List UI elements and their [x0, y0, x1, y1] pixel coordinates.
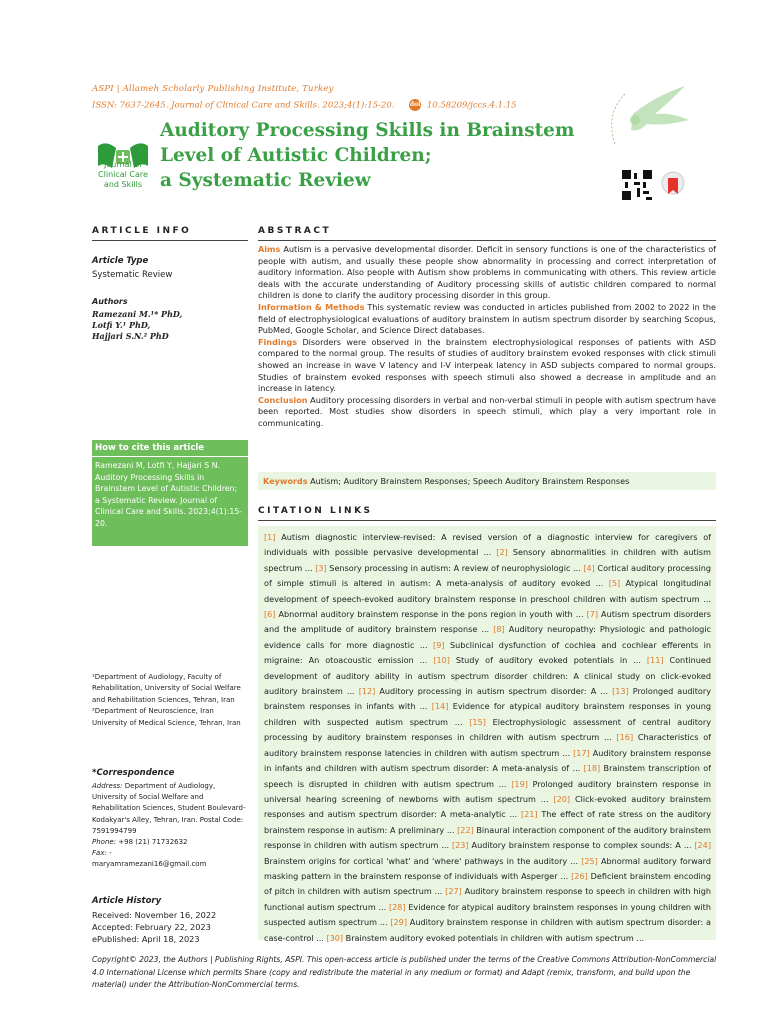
citation-text: Continued development of auditory ability in autism spectrum disorder children: A clinical study on click-evoked auditory brainstem ... [264, 655, 711, 697]
abstract-body: Aims Autism is a pervasive developmental disorder. Deficit in sensory functions is one of the characteristics of people with autism, and usually these people show abnormality in processing and correct interpretation of auditory information. Also people with Autism show problems in communicating with others. This review article deals with the accurate understanding of Auditory processing skills of autistic children compared to normal children is done to clarify the auditory processing disorder in this group. Information & Methods This systematic review was conducted in articles published from 2002 to 2022 in the field of electrophysiological evaluations of auditory brainstem in autism spectrum disorder by searching Scopus, PubMed, Google Scholar, and Science Direct databases. Findings Disorders were observed in the brainstem electrophysiological responses of patients with ASD compared to the normal group. The results of studies of auditory brainstem evoked responses with click stimuli showed an increase in wave V latency and I-V interpeak latency in ASD subjects compared to normal groups. Studies of brainstem evoked responses with speech stimuli also showed a decrease in amplitude and an increase in latency. Conclusion Auditory processing disorders in verbal and non-verbal stimuli in people with autism spectrum have been reported. Most studies show disorders in speech stimuli, which play a very important role in communicating. [258, 244, 716, 428]
doi-icon: doi [409, 99, 421, 111]
keywords-box [258, 472, 716, 490]
citation-number[interactable]: [19] [511, 778, 528, 789]
published-date: ePublished: April 18, 2023 [92, 934, 200, 944]
citation-text: Auditory neuropathy: Physiologic and pathologic evidence calls for more diagnostic ... [264, 624, 711, 650]
citation-item[interactable] [264, 609, 587, 619]
citation-links-heading: CITATION LINKS [258, 506, 373, 516]
abstract-conclusion: Auditory processing disorders in verbal and non-verbal stimuli in people with autism spectrum have been reported. Most studies show disorders in speech stimuli, which play a very important role in communicating. [258, 394, 716, 428]
citation-text: Click-evoked auditory brainstem responses and autism spectrum disorder: A meta-analytic ... [264, 793, 711, 820]
abstract-methods: This systematic review was conducted in articles published from 2002 to 2022 in the field of electrophysiological evaluations of auditory brainstem in autism spectrum disorder by searching Scopus, PubMed, Google Scholar, and Science Direct databases. [258, 301, 716, 336]
phone: +98 (21) 71732632 [118, 838, 188, 847]
citation-text: Study of auditory evoked potentials in ... [449, 655, 647, 666]
citation-text: Abnormal auditory forward masking pattern in the brainstem response of individuals with Asperger ... [264, 855, 711, 881]
citation-text: Binaural interaction component of the auditory brainstem response in children with autism spectrum ... [264, 824, 711, 851]
citation-number[interactable]: [20] [553, 793, 571, 804]
citation-number[interactable]: [12] [358, 686, 376, 697]
correspondence-label: *Correspondence [92, 768, 175, 778]
citation-text: Sensory processing in autism: A review of neurophysiologic ... [326, 562, 584, 573]
citation-item[interactable] [433, 655, 647, 665]
citation-text: Subclinical dysfunction of cochlea and cochlear efferents in migraine: An otoacoustic emission ... [264, 639, 711, 666]
citation-number[interactable]: [28] [388, 901, 406, 912]
cite-text: Ramezani M, Lotfi Y, Hajjari S N. Auditory Processing Skills in Brainstem Level of Autistic Children; a Systematic Review. Journal of Clinical Care and Skills. 2023;4(1):15-20. [95, 461, 243, 528]
citation-text: Autism spectrum disorders and the amplitude of auditory brainstem response ... [264, 609, 712, 635]
paper-title: Auditory Processing Skills in Brainstem Level of Autistic Children; a Systematic Review [160, 120, 575, 191]
citation-number[interactable]: [15] [469, 716, 486, 727]
keywords-label: Keywords [263, 476, 308, 486]
citation-number[interactable]: [26] [571, 870, 588, 881]
citation-text: Brainstem transcription of speech is disrupted in children with autism spectrum ... [264, 763, 711, 789]
citation-number[interactable]: [29] [390, 917, 407, 928]
citation-number[interactable]: [2] [496, 547, 508, 558]
divider [92, 456, 248, 457]
author-3: Hajjari S.N.² PhD [92, 331, 169, 341]
citation-text: Brainstem origins for cortical 'what' and 'where' pathways in the auditory ... [264, 855, 582, 866]
citation-number[interactable]: [11] [646, 655, 664, 666]
keywords: Autism; Auditory Brainstem Responses; Speech Auditory Brainstem Responses [310, 476, 630, 486]
citation-text: Prolonged auditory brainstem response in universal hearing screening of newborns with autism spectrum ... [264, 778, 711, 804]
citation-text: Evidence for atypical auditory brainstem responses in young children with suspected autism spectrum ... [264, 901, 711, 928]
article-type-value: Systematic Review [92, 270, 173, 280]
citation-number[interactable]: [10] [433, 655, 450, 666]
citation-number[interactable]: [8] [493, 624, 505, 635]
citation-text: Prolonged auditory brainstem responses in infants with ... [264, 686, 712, 712]
affiliation-2: ²Department of Neuroscience, Iran University of Medical Science, Tehran, Iran [92, 707, 241, 727]
affiliation-1: ¹Department of Audiology, Faculty of Rehabilitation, University of Social Welfare and Rehabilitation Sciences, Tehran, Iran [92, 673, 241, 704]
citation-number[interactable]: [6] [264, 609, 276, 620]
address: Department of Audiology, University of Social Welfare and Rehabilitation Sciences, Student Boulevard-Kodakyar's Alley, Tehran, Iran. Postal Code: 7591994799 [92, 782, 246, 835]
citation-text: Characteristics of auditory brainstem response latencies in children with autism spectrum ... [264, 732, 711, 758]
article-history-label: Article History [92, 896, 162, 906]
citation-number[interactable]: [13] [612, 686, 629, 697]
crossmark-icon[interactable] [660, 170, 686, 200]
citation-text: Deficient brainstem encoding of pitch in children with autism spectrum ... [264, 870, 711, 897]
authors-label: Authors [92, 297, 128, 306]
author-1: Ramezani M.¹* PhD, [92, 309, 183, 319]
citation-item[interactable] [452, 840, 694, 850]
citation-number[interactable]: [30] [326, 932, 344, 943]
citation-number[interactable]: [23] [451, 840, 469, 851]
citation-number[interactable]: [7] [586, 609, 599, 620]
citation-number[interactable]: [18] [583, 763, 601, 774]
citation-text: Brainstem auditory evoked potentials in children with autism spectrum ... [343, 932, 645, 943]
citation-number[interactable]: [9] [433, 639, 445, 650]
affiliations [92, 672, 248, 729]
email-link[interactable]: maryamramezani16@gmail.com [92, 860, 207, 869]
fax: - [109, 849, 112, 858]
citation-text: Evidence for atypical auditory brainstem responses in young children with suspected autism spectrum ... [264, 701, 711, 727]
citation-text: Atypical longitudinal development of speech-evoked auditory brainstem response in preschool children with autism spectrum ... [264, 578, 711, 604]
citation-number[interactable]: [22] [457, 824, 474, 835]
citation-text: Autism diagnostic interview-revised: A revised version of a diagnostic interview for caregivers of individuals with possible pervasive developmental ... [264, 532, 711, 558]
article-type-label: Article Type [92, 256, 149, 266]
citation-text: Sensory abnormalities in children with autism spectrum ... [264, 547, 711, 573]
citation-text: Auditory brainstem response to complex sounds: A ... [468, 840, 695, 851]
cite-box-title: How to cite this article [95, 443, 205, 453]
citation-item[interactable] [359, 686, 612, 696]
qr-code-icon[interactable] [622, 170, 652, 200]
author-2: Lotfi Y.¹ PhD, [92, 320, 151, 330]
doi-link[interactable]: 10.58209/jccs.4.1.15 [426, 100, 517, 111]
abstract-aims: Autism is a pervasive developmental disorder. Deficit in sensory functions is one of the characteristics of people with autism, and usually these people show abnormality in processing and correct interpretation of auditory information. Also people with Autism show problems in communicating with others. This review article deals with the accurate understanding of Auditory processing skills of autistic children compared to normal children is done to clarify the auditory processing disorder in this group. [258, 244, 716, 301]
divider [92, 240, 248, 241]
citation-number[interactable]: [24] [694, 840, 711, 851]
citation-text: Abnormal auditory brainstem response in the pons region in youth with ... [275, 609, 587, 620]
citation-number[interactable]: [14] [431, 701, 449, 712]
citation-number[interactable]: [17] [573, 747, 590, 758]
issn-line [92, 99, 517, 111]
citation-text: Auditory processing in autism spectrum disorder: A ... [375, 686, 613, 697]
citation-number[interactable]: [3] [315, 562, 327, 573]
citation-number[interactable]: [25] [581, 855, 598, 866]
correspondence-details: Address: Department of Audiology, University of Social Welfare and Rehabilitation Sciences, Student Boulevard-Kodakyar's Alley, Tehran, Iran. Postal Code: 7591994799 Phone: +98 (21) 71732632 Fax: - maryamramezani16@gmail.com [92, 781, 248, 871]
journal-logo-caption: Journal of Clinical Care and Skills [98, 160, 148, 189]
abstract-heading: ABSTRACT [258, 226, 332, 236]
copyright-notice: Copyright© 2023, the Authors | Publishing Rights, ASPI. This open-access article is published under the terms of the Creative Commons Attribution-NonCommercial 4.0 International License which permits Share (copy and redistribute the material in any medium or format) and Adapt (remix, transform, and build upon the material) under the Attribution-NonCommercial terms. [92, 955, 717, 989]
received-date: Received: November 16, 2022 [92, 910, 217, 920]
article-info-heading: ARTICLE INFO [92, 226, 192, 236]
citation-item[interactable] [315, 563, 583, 573]
citation-text: The effect of rate stress on the auditory brainstem response in autism: A preliminary ... [264, 809, 711, 835]
citation-text: Auditory brainstem response to speech in children with high functional autism spectrum ... [264, 886, 711, 912]
publisher-line: ASPI | Allameh Scholarly Publishing Institute, Turkey [92, 84, 334, 94]
citation-item[interactable] [326, 933, 644, 943]
citation-number[interactable]: [5] [608, 578, 621, 589]
citation-number[interactable]: [4] [583, 562, 595, 573]
issn-journal: ISSN: 7637-2645. Journal of Clinical Care and Skills. 2023;4(1):15-20. [92, 100, 395, 111]
divider [258, 240, 716, 241]
citation-text: Electrophysiologic assessment of central auditory processing by auditory brainstem responses in children with autism spectrum ... [264, 716, 711, 743]
citation-text: Auditory brainstem response in children with autism spectrum disorder: a case-control ... [264, 917, 712, 943]
citation-number[interactable]: [27] [445, 886, 462, 897]
abstract-findings: Disorders were observed in the brainstem electrophysiological responses of patients with ASD compared to the normal group. The results of studies of auditory brainstem evoked responses with click stimuli showed an increase in wave V latency and I-V interpeak latency in ASD subjects compared to normal groups. Studies of brainstem evoked responses with speech stimuli also showed a decrease in amplitude and an increase in latency. [258, 336, 716, 394]
citation-number[interactable]: [16] [616, 732, 634, 743]
citation-list [264, 530, 711, 946]
citation-number[interactable]: [21] [520, 809, 538, 820]
hummingbird-logo-icon [585, 74, 695, 174]
citation-text: Auditory brainstem response in infants and children with autism spectrum disorder: A meta-analysis of ... [264, 747, 711, 774]
citation-text: Cortical auditory processing of simple stimuli is altered in autism: A meta-analysis of auditory evoked ... [264, 562, 711, 589]
citation-number[interactable]: [1] [264, 532, 276, 542]
divider [258, 520, 716, 521]
accepted-date: Accepted: February 22, 2023 [92, 922, 211, 932]
